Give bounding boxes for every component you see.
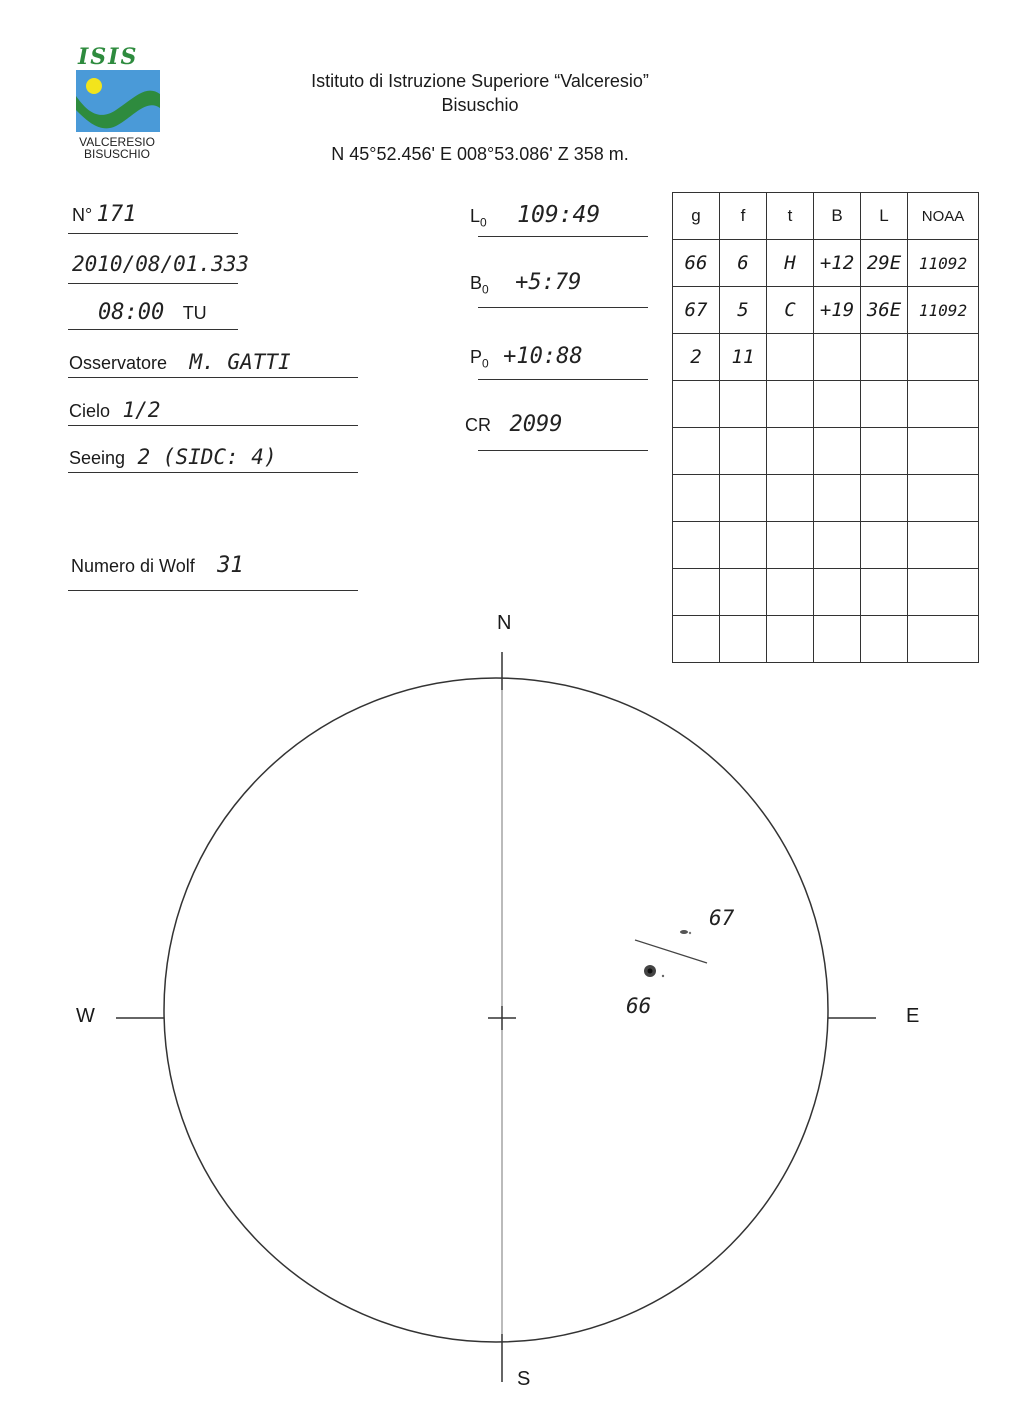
table-row <box>673 569 979 616</box>
sunspot-groups-table <box>672 192 979 663</box>
table-cell <box>861 381 908 428</box>
sunspot-group-66 <box>644 965 664 977</box>
table-row <box>673 428 979 475</box>
rule <box>478 236 648 237</box>
column-header-f: f <box>720 193 767 240</box>
table-cell <box>673 522 720 569</box>
table-cell <box>767 569 814 616</box>
table-cell: 29E <box>861 240 908 287</box>
table-cell: 5 <box>720 287 767 334</box>
logo-line2: BISUSCHIO <box>83 147 150 161</box>
table-cell <box>720 428 767 475</box>
table-cell <box>814 428 861 475</box>
table-cell: 6 <box>720 240 767 287</box>
rule <box>478 450 648 451</box>
l0-value: 109:49 <box>517 202 601 228</box>
table-cell <box>767 381 814 428</box>
observer-value: M. GATTI <box>189 350 291 374</box>
table-row <box>673 240 979 287</box>
rule <box>68 329 238 330</box>
table-cell <box>861 475 908 522</box>
sky-value: 1/2 <box>122 398 161 422</box>
cr-value: 2099 <box>509 412 563 437</box>
logo-line1: VALCERESIO <box>79 135 155 149</box>
b0-label: $B_0$ <box>470 273 489 297</box>
table-cell <box>861 428 908 475</box>
column-header-noaa: NOAA <box>908 193 979 240</box>
table-cell <box>767 616 814 663</box>
observer-field <box>69 350 291 374</box>
table-cell <box>861 569 908 616</box>
table-cell <box>767 522 814 569</box>
l0-field <box>470 202 600 230</box>
table-cell <box>673 428 720 475</box>
table-cell <box>908 569 979 616</box>
p0-label: $P_0$ <box>470 347 489 371</box>
table-cell: +12 <box>814 240 861 287</box>
wolf-value: 31 <box>217 553 244 578</box>
rule <box>68 425 358 426</box>
seeing-value: 2 (SIDC: 4) <box>137 445 277 469</box>
table-cell <box>767 334 814 381</box>
cr-field <box>465 412 562 437</box>
logo-wordmark: ISIS <box>78 44 139 70</box>
p0-value: +10:88 <box>503 344 583 369</box>
table-cell <box>673 569 720 616</box>
number-value: 171 <box>96 202 137 227</box>
wolf-field <box>71 553 244 578</box>
table-cell <box>861 522 908 569</box>
table-cell: 11 <box>720 334 767 381</box>
column-header-b: B <box>814 193 861 240</box>
site-coordinates: N 45°52.456' E 008°53.086' Z 358 m. <box>331 144 629 164</box>
sunspot-group-67 <box>680 930 691 934</box>
table-header-row <box>673 193 979 240</box>
seeing-field <box>69 445 277 469</box>
table-row <box>673 475 979 522</box>
table-cell <box>720 381 767 428</box>
table-row <box>673 334 979 381</box>
south-label: S <box>517 1368 531 1390</box>
seeing-label: Seeing <box>69 448 126 468</box>
town-name: Bisuschio <box>441 95 519 115</box>
table-cell <box>720 616 767 663</box>
table-cell <box>814 475 861 522</box>
east-label: E <box>906 1005 920 1027</box>
sky-label: Cielo <box>69 401 111 421</box>
table-cell <box>861 334 908 381</box>
number-field <box>72 202 136 227</box>
table-cell <box>720 569 767 616</box>
west-label: W <box>76 1005 95 1027</box>
time-unit: TU <box>182 303 207 323</box>
column-header-l: L <box>861 193 908 240</box>
table-cell <box>814 522 861 569</box>
table-cell <box>908 475 979 522</box>
table-cell: 66 <box>673 240 720 287</box>
group-separator <box>635 940 707 963</box>
rule <box>478 379 648 380</box>
table-cell <box>814 334 861 381</box>
school-logo <box>62 44 172 164</box>
table-cell <box>814 381 861 428</box>
group-label-66: 66 <box>626 994 652 1018</box>
solar-disk-outline <box>164 678 828 1342</box>
sky-field <box>69 398 160 422</box>
wolf-label: Numero di Wolf <box>71 556 195 576</box>
logo-emblem-icon <box>76 70 162 134</box>
b0-field <box>470 270 581 297</box>
table-cell <box>720 522 767 569</box>
time-value: 08:00 <box>98 300 165 325</box>
table-cell: 2 <box>673 334 720 381</box>
table-cell: 11092 <box>908 287 979 334</box>
north-label: N <box>497 612 512 634</box>
time-field <box>98 300 207 325</box>
rule <box>68 472 358 473</box>
column-header-t: t <box>767 193 814 240</box>
table-row <box>673 287 979 334</box>
table-cell: H <box>767 240 814 287</box>
observer-label: Osservatore <box>69 353 168 373</box>
table-row <box>673 522 979 569</box>
institute-name: Istituto di Istruzione Superiore “Valceresio” <box>311 71 649 91</box>
table-cell: 11092 <box>908 240 979 287</box>
table-cell <box>908 522 979 569</box>
table-cell <box>814 616 861 663</box>
rule <box>68 233 238 234</box>
b0-value: +5:79 <box>515 270 582 295</box>
group-label-67: 67 <box>709 906 735 930</box>
table-cell <box>908 381 979 428</box>
table-cell <box>908 616 979 663</box>
table-cell <box>673 616 720 663</box>
date-value: 2010/08/01.333 <box>72 252 250 276</box>
cr-label: CR <box>465 415 491 435</box>
table-cell <box>767 428 814 475</box>
table-cell: 36E <box>861 287 908 334</box>
table-cell <box>767 475 814 522</box>
table-cell <box>908 428 979 475</box>
table-cell: C <box>767 287 814 334</box>
table-cell <box>673 475 720 522</box>
rule <box>68 283 238 284</box>
table-cell: 67 <box>673 287 720 334</box>
table-cell <box>908 334 979 381</box>
table-row <box>673 616 979 663</box>
column-header-g: g <box>673 193 720 240</box>
table-cell: +19 <box>814 287 861 334</box>
l0-label: $L_0$ <box>470 206 487 230</box>
rule <box>68 377 358 378</box>
table-cell <box>861 616 908 663</box>
p0-field <box>470 344 583 371</box>
table-row <box>673 381 979 428</box>
rule <box>68 590 358 591</box>
table-cell <box>814 569 861 616</box>
table-cell <box>720 475 767 522</box>
table-cell <box>673 381 720 428</box>
number-label: N° <box>72 205 93 225</box>
rule <box>478 307 648 308</box>
